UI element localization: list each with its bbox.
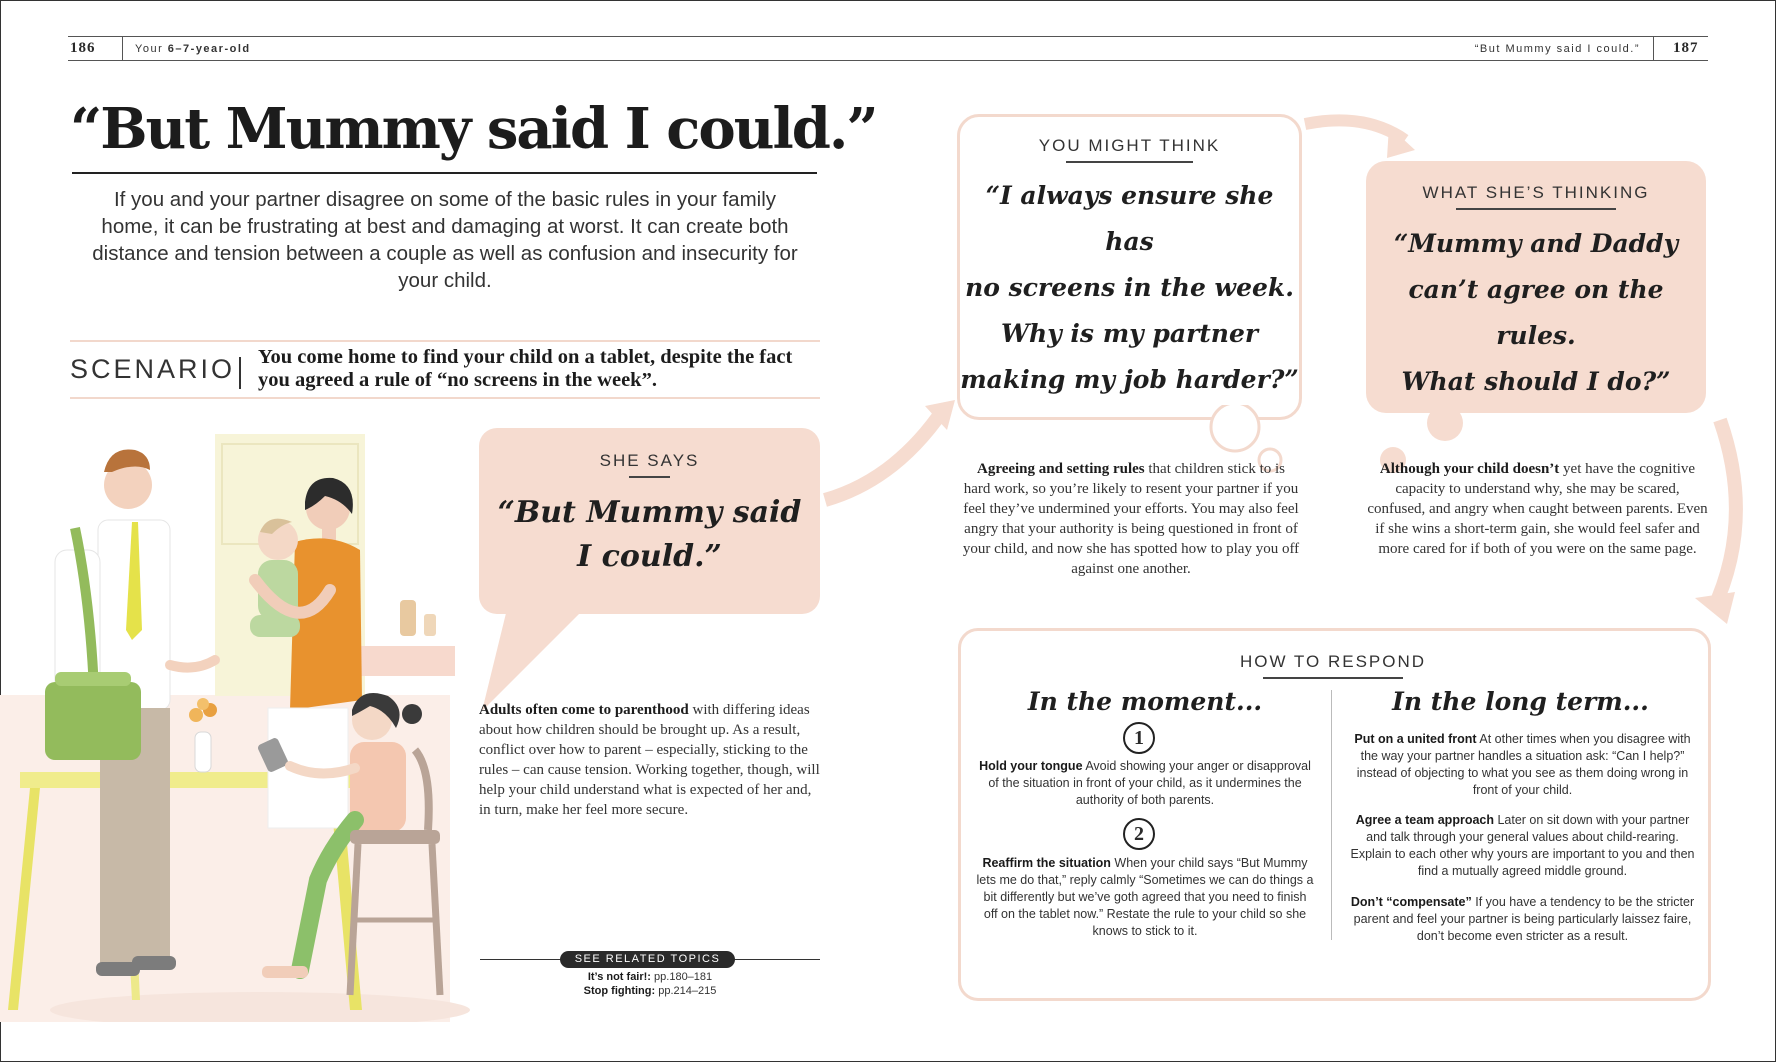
long-term-item-3-title: Don’t “compensate” (1350, 895, 1472, 909)
header-divider-right (1653, 36, 1654, 60)
title-underline (72, 172, 817, 174)
long-term-item-2-text: Later on sit down with your partner and talk through your general values about child-rearing. Explain to each other why yours are important to you and then find a mutually agreed middle ground. (1350, 813, 1695, 878)
you-might-think-quote-line: no screens in the week. (965, 273, 1294, 302)
in-the-long-term-heading: In the long term... (1392, 687, 1649, 716)
right-page-number: 187 (1673, 40, 1699, 56)
moment-item-2-title: Reaffirm the situation (982, 856, 1111, 870)
step-number-1: 1 (1123, 722, 1155, 754)
intro-paragraph: If you and your partner disagree on some of the basic rules in your family home, it can be frustrating at best and damaging at worst. It can create both distance and tension between a couple as well as confusion and insecurity for your child. (92, 188, 798, 292)
she-says-caption: SHE SAYS (599, 451, 700, 470)
respond-column-divider (1331, 690, 1332, 940)
scenario-text: You come home to find your child on a tablet, despite the fact you agreed a rule of “no screens in the week”. (258, 346, 793, 391)
scenario-divider (239, 357, 241, 389)
you-might-think-body-text: that children stick to is hard work, so you’re likely to resent your partner if you feel they’ve undermined your efforts. You may also feel angry that your authority is being questioned in front of your child, and now she has spotted how to play you off against one another. (962, 461, 1300, 577)
she-says-body-lead: Adults often come to parenthood (479, 702, 689, 718)
moment-item-2-text: When your child says “But Mummy lets me do that,” reply calmly “Sometimes we can do things a bit differently but we’ve goth agreed that you need to finish off on the tablet now.” Restate the rule to your child so she knows to stick to it. (976, 856, 1314, 938)
scenario-bottom-rule (70, 397, 820, 399)
what-shes-thinking-quote-line: can’t agree on the rules. (1408, 275, 1664, 350)
what-shes-thinking-quote (1366, 221, 1706, 405)
header-bottom-rule (68, 60, 1708, 61)
moment-item-1-text: Avoid showing your anger or disapproval of the situation in front of your child, as it undermines the authority of both parents. (988, 759, 1311, 807)
in-the-moment-heading: In the moment... (1027, 687, 1263, 716)
long-term-item-3 (1350, 894, 1695, 945)
she-says-body (479, 700, 824, 820)
left-running-title (135, 43, 251, 55)
related-topic-pages: pp.180–181 (650, 971, 713, 983)
running-title-prefix: Your (135, 43, 168, 55)
long-term-item-1-text: At other times when you disagree with the way your partner handles a situation ask: “Can I help?” instead of objecting to what you see as them doing wrong in front of your child. (1356, 732, 1691, 797)
she-says-quote-line: I could.” (577, 539, 722, 574)
she-says-caption-rule (629, 476, 670, 478)
header-top-rule (68, 36, 1708, 37)
related-topic-title: It’s not fair!: (587, 971, 651, 983)
what-shes-thinking-caption-rule (1456, 208, 1616, 210)
long-term-item-2-title: Agree a team approach (1355, 813, 1494, 827)
related-topic-link[interactable] (480, 970, 820, 984)
you-might-think-caption-rule (1066, 161, 1193, 163)
right-running-title: “But Mummy said I could.” (1474, 43, 1640, 55)
you-might-think-quote-line: “I always ensure she has (985, 181, 1274, 256)
you-might-think-quote-line: Why is my partner (1000, 319, 1259, 348)
what-shes-thinking-body-lead: Although your child doesn’t (1379, 461, 1560, 477)
what-shes-thinking-body (1365, 459, 1710, 559)
moment-item-1-title: Hold your tongue (979, 759, 1083, 773)
you-might-think-body (962, 459, 1300, 579)
left-page-number: 186 (70, 40, 96, 56)
moment-item-2 (975, 855, 1315, 940)
what-shes-thinking-caption: WHAT SHE’S THINKING (1422, 183, 1650, 202)
moment-item-1 (975, 758, 1315, 809)
what-shes-thinking-quote-line: “Mummy and Daddy (1393, 229, 1679, 258)
long-term-item-1 (1350, 731, 1695, 799)
what-shes-thinking-body-text: yet have the cognitive capacity to understand why, she may be scared, confused, and angry when caught between parents. Even if she wins a short-term gain, she would feel safer and more cared for if both of you were on the same page. (1367, 461, 1708, 557)
you-might-think-caption: YOU MIGHT THINK (1038, 136, 1221, 155)
running-title-bold: 6–7-year-old (167, 43, 251, 55)
how-to-respond-caption: HOW TO RESPOND (1239, 652, 1427, 671)
she-says-quote (479, 491, 820, 579)
she-says-bubble-tail (478, 605, 598, 715)
page-title: “But Mummy said I could.” (70, 96, 877, 162)
long-term-item-1-title: Put on a united front (1354, 732, 1477, 746)
scenario-top-rule (70, 340, 820, 342)
how-to-respond-caption-rule (1263, 677, 1403, 679)
related-topics-label: SEE RELATED TOPICS (560, 951, 735, 968)
long-term-item-3-text: If you have a tendency to be the stricter parent and feel your partner is being particularly laissez faire, don’t become even stricter as a result. (1353, 895, 1695, 943)
header-divider-left (122, 36, 123, 60)
family-illustration (0, 410, 470, 1022)
related-topic-pages: pp.214–215 (655, 985, 717, 997)
she-says-quote-line: “But Mummy said (497, 495, 802, 530)
you-might-think-quote-line: making my job harder?” (960, 365, 1299, 394)
long-term-item-2 (1350, 812, 1695, 880)
step-number-2: 2 (1123, 818, 1155, 850)
what-shes-thinking-quote-line: What should I do?” (1401, 367, 1671, 396)
related-topic-title: Stop fighting: (583, 985, 656, 997)
related-topic-link[interactable] (480, 984, 820, 998)
scenario-label: SCENARIO (70, 354, 236, 384)
you-might-think-quote (960, 173, 1299, 403)
you-might-think-body-lead: Agreeing and setting rules (976, 461, 1145, 477)
she-says-body-text: with differing ideas about how children should be brought up. As a result, conflict over how to parent – especially, sticking to the rules – can cause tension. Working together, though, will help your child understand what is expected of her and, in turn, make her feel more secure. (479, 702, 820, 818)
